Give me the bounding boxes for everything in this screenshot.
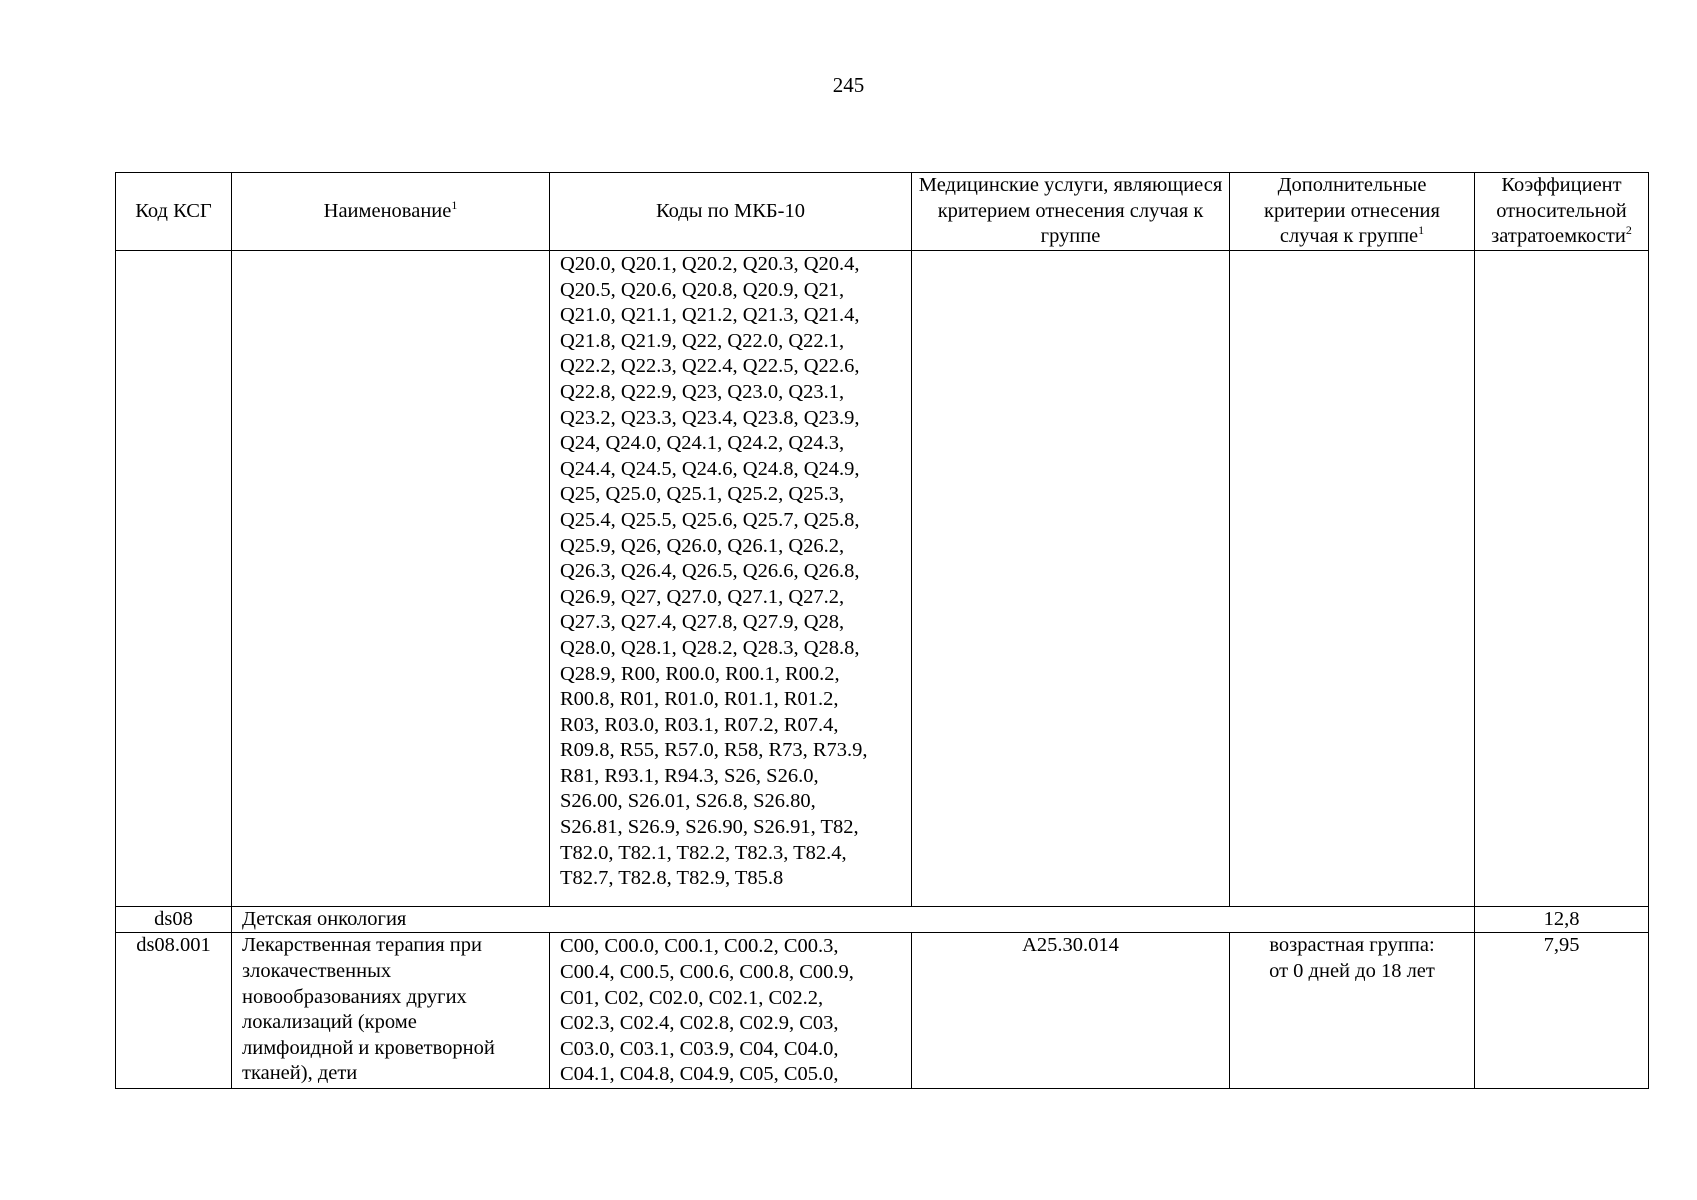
name-line: локализаций (кроме [242,1011,417,1034]
icd-line: Q27.3, Q27.4, Q27.8, Q27.9, Q28, [560,611,845,634]
icd-line: Q24, Q24.0, Q24.1, Q24.2, Q24.3, [560,432,845,455]
icd-line: Q28.0, Q28.1, Q28.2, Q28.3, Q28.8, [560,636,860,659]
icd-line: Q22.2, Q22.3, Q22.4, Q22.5, Q22.6, [560,355,860,378]
header-extra-criteria: Дополнительные критерии отнесения случая к группе$^1$ [1230,173,1475,251]
icd-line: T82.7, T82.8, T82.9, T85.8 [560,867,784,890]
cell-extra-criteria [1230,933,1475,1089]
cell-extra-criteria [1230,251,1475,907]
icd-line: C02.3, C02.4, C02.8, C02.9, C03, [560,1012,839,1035]
criteria-line: возрастная группа: [1269,934,1435,957]
cell-code: ds08.001 [116,933,232,1089]
footnote-marker: 1 [1418,223,1425,238]
icd-line: R00.8, R01, R01.0, R01.1, R01.2, [560,688,839,711]
header-name: Наименование$^1$ [232,173,550,251]
icd-line: S26.00, S26.01, S26.8, S26.80, [560,790,816,813]
cell-coefficient: 7,95 [1475,933,1649,1089]
ksg-table [115,172,1649,1089]
icd-line: Q26.3, Q26.4, Q26.5, Q26.6, Q26.8, [560,560,860,583]
icd-line: R03, R03.0, R03.1, R07.2, R07.4, [560,713,839,736]
cell-coefficient [1475,251,1649,907]
name-line: Лекарственная терапия при [242,934,482,957]
table-header-row [116,173,1649,251]
icd-line: Q20.5, Q20.6, Q20.8, Q20.9, Q21, [560,278,845,301]
cell-icd-codes [550,251,912,907]
icd-line: R81, R93.1, R94.3, S26, S26.0, [560,764,819,787]
icd-line: Q26.9, Q27, Q27.0, Q27.1, Q27.2, [560,585,845,608]
icd-line: T82.0, T82.1, T82.2, T82.3, T82.4, [560,841,847,864]
name-line: лимфоидной и кроветворной [242,1036,495,1059]
icd-line: Q21.0, Q21.1, Q21.2, Q21.3, Q21.4, [560,304,860,327]
cell-code: ds08 [116,906,232,933]
icd-line: Q21.8, Q21.9, Q22, Q22.0, Q22.1, [560,329,845,352]
icd-line: C00, C00.0, C00.1, C00.2, C00.3, [560,935,839,958]
icd-line: Q25.9, Q26, Q26.0, Q26.1, Q26.2, [560,534,845,557]
icd-line: C04.1, C04.8, C04.9, C05, C05.0, [560,1063,839,1086]
icd-line: Q24.4, Q24.5, Q24.6, Q24.8, Q24.9, [560,457,860,480]
icd-line: Q28.9, R00, R00.0, R00.1, R00.2, [560,662,840,685]
icd-line: R09.8, R55, R57.0, R58, R73, R73.9, [560,739,868,762]
icd-line: C03.0, C03.1, C03.9, C04, C04.0, [560,1037,839,1060]
header-code: Код КСГ [116,173,232,251]
icd-line: Q25, Q25.0, Q25.1, Q25.2, Q25.3, [560,483,845,506]
name-line: новообразованиях других [242,985,467,1008]
icd-line: S26.81, S26.9, S26.90, S26.91, T82, [560,816,859,839]
table-row-section [116,906,1649,933]
cell-med-services [912,251,1230,907]
icd-line: Q23.2, Q23.3, Q23.4, Q23.8, Q23.9, [560,406,860,429]
icd-line: Q20.0, Q20.1, Q20.2, Q20.3, Q20.4, [560,253,860,275]
footnote-marker: 1 [451,197,458,212]
table-row-group [116,933,1649,1089]
cell-section-name: Детская онкология [232,906,1475,933]
name-line: злокачественных [242,960,392,983]
cell-med-services: A25.30.014 [912,933,1230,1089]
name-line: тканей), дети [242,1062,358,1085]
icd-line: Q22.8, Q22.9, Q23, Q23.0, Q23.1, [560,380,845,403]
icd-line: C01, C02, C02.0, C02.1, C02.2, [560,986,824,1009]
cell-code [116,251,232,907]
header-coefficient: Коэффициент относительной затратоемкости$^2$ [1475,173,1649,251]
icd-line: Q25.4, Q25.5, Q25.6, Q25.7, Q25.8, [560,508,860,531]
cell-coefficient: 12,8 [1475,906,1649,933]
page-number: 245 [832,73,865,97]
cell-name [232,251,550,907]
table-row-continuation [116,251,1649,907]
header-med-services: Медицинские услуги, являющиеся критерием отнесения случая к группе [912,173,1230,251]
criteria-line: от 0 дней до 18 лет [1269,960,1435,983]
icd-line: C00.4, C00.5, C00.6, C00.8, C00.9, [560,961,854,984]
cell-name [232,933,550,1089]
footnote-marker: 2 [1625,223,1632,238]
header-icd-codes: Коды по МКБ-10 [550,173,912,251]
cell-icd-codes [550,933,912,1089]
